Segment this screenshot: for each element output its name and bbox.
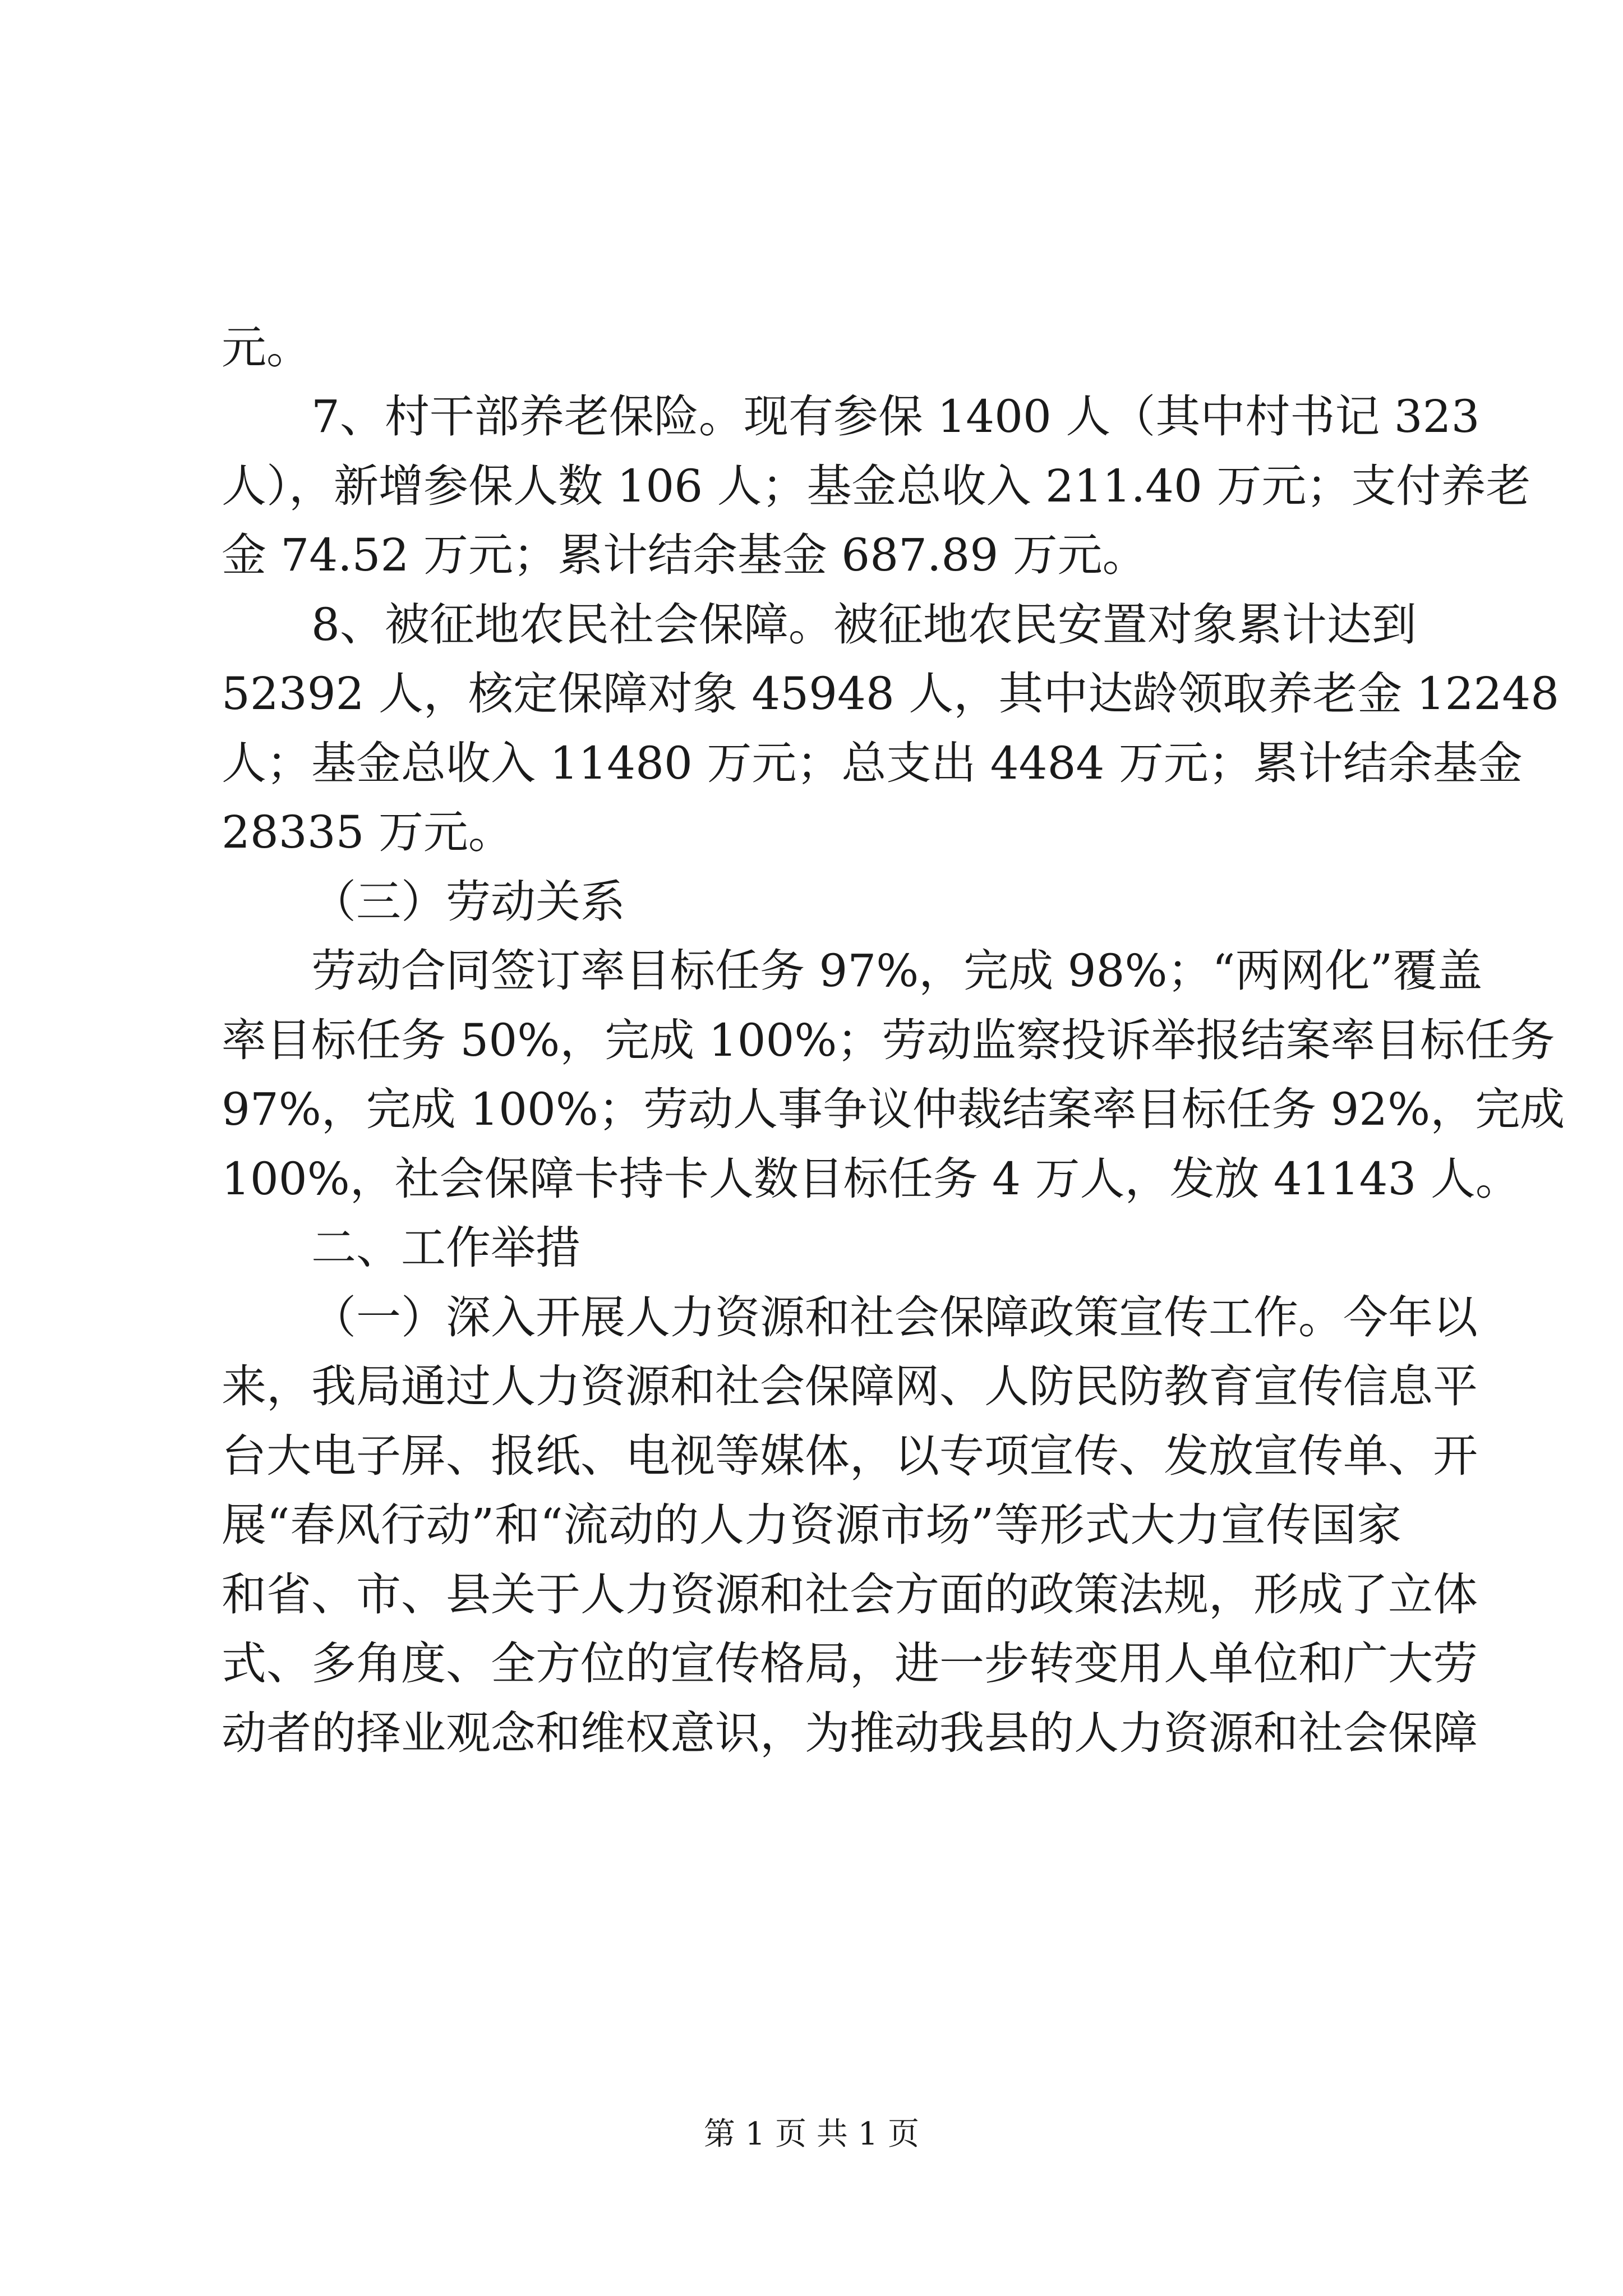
- text-line: 台大电子屏、报纸、电视等媒体，以专项宣传、发放宣传单、开: [222, 1430, 1478, 1482]
- text-line: 人；基金总收入 11480 万元；总支出 4484 万元；累计结余基金: [222, 737, 1523, 789]
- text-line: 8、被征地农民社会保障。被征地农民安置对象累计达到: [311, 599, 1417, 651]
- text-line: 元。: [222, 321, 311, 374]
- text-line: 动者的择业观念和维权意识，为推动我县的人力资源和社会保障: [222, 1707, 1478, 1759]
- section-heading: 二、工作举措: [311, 1222, 580, 1274]
- text-line: 率目标任务 50%，完成 100%；劳动监察投诉举报结案率目标任务: [222, 1014, 1555, 1066]
- text-line: 来，我局通过人力资源和社会保障网、人防民防教育宣传信息平: [222, 1360, 1478, 1412]
- text-line: 97%，完成 100%；劳动人事争议仲裁结案率目标任务 92%，完成: [222, 1083, 1565, 1135]
- text-line: 展“春风行动”和“流动的人力资源市场”等形式大力宣传国家: [222, 1499, 1401, 1551]
- text-line: 金 74.52 万元；累计结余基金 687.89 万元。: [222, 529, 1147, 581]
- page-footer: 第 1 页 共 1 页: [703, 2116, 920, 2152]
- section-heading: （三）劳动关系: [311, 876, 625, 928]
- text-line: 劳动合同签订率目标任务 97%，完成 98%；“两网化”覆盖: [311, 945, 1483, 997]
- text-line: 52392 人，核定保障对象 45948 人，其中达龄领取养老金 12248: [222, 668, 1560, 720]
- text-line: 100%，社会保障卡持卡人数目标任务 4 万人，发放 41143 人。: [222, 1153, 1520, 1205]
- text-line: 和省、市、县关于人力资源和社会方面的政策法规，形成了立体: [222, 1568, 1478, 1621]
- text-line: 28335 万元。: [222, 806, 513, 858]
- text-line: 人），新增参保人数 106 人；基金总收入 211.40 万元；支付养老: [222, 460, 1531, 512]
- text-line: （一）深入开展人力资源和社会保障政策宣传工作。今年以: [311, 1291, 1478, 1343]
- text-line: 7、村干部养老保险。现有参保 1400 人（其中村书记 323: [311, 390, 1480, 443]
- text-line: 式、多角度、全方位的宣传格局，进一步转变用人单位和广大劳: [222, 1637, 1478, 1690]
